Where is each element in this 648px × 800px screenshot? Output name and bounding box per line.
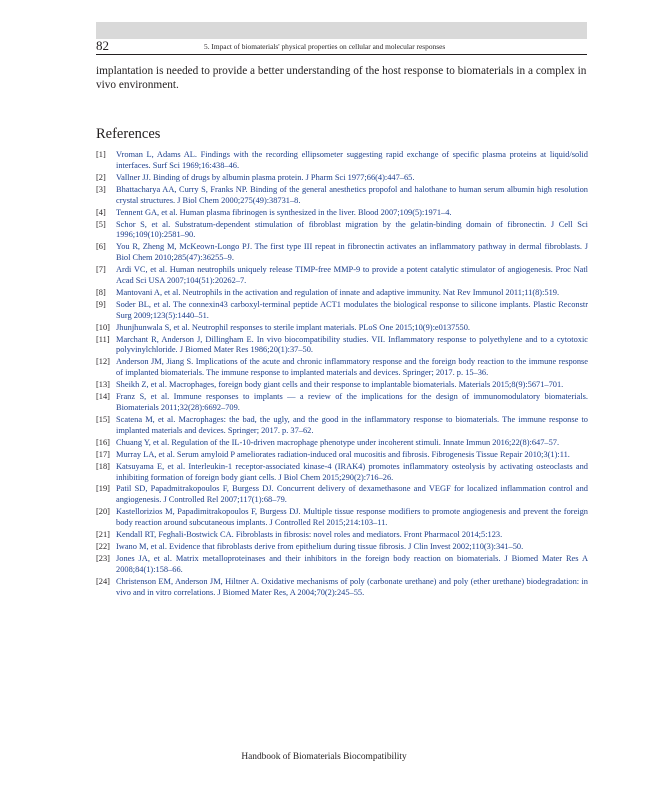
reference-number: [21] <box>96 530 110 540</box>
reference-number: [24] <box>96 576 110 586</box>
reference-link[interactable]: Ardi VC, et al. Human neutrophils uniquely release TIMP-free MMP-9 to provide a potent catalytic stimulator of angiogenesis. Proc Natl Acad Sci USA 2007;104(51):20262–7. <box>116 265 588 285</box>
reference-link[interactable]: Chuang Y, et al. Regulation of the IL-10-driven macrophage phenotype under incoherent stimuli. Innate Immun 2016;22(8):647–57. <box>116 437 560 447</box>
reference-link[interactable]: Vroman L, Adams AL. Findings with the recording ellipsometer suggesting rapid exchange of specific plasma proteins at liquid/solid interfaces. Surf Sci 1969;16:438–46. <box>116 150 588 170</box>
reference-item <box>96 450 588 461</box>
header-rule <box>96 54 587 55</box>
reference-item <box>96 185 588 207</box>
reference-link[interactable]: Kendall RT, Feghali-Bostwick CA. Fibroblasts in fibrosis: novel roles and mediators. Front Pharmacol 2014;5:123. <box>116 530 503 540</box>
reference-list <box>96 150 588 600</box>
reference-link[interactable]: Jhunjhunwala S, et al. Neutrophil responses to sterile implant materials. PLoS One 2015;10(9):e0137550. <box>116 322 471 332</box>
reference-item <box>96 462 588 484</box>
footer-book-title: Handbook of Biomaterials Biocompatibility <box>241 752 407 762</box>
reference-number: [15] <box>96 414 110 424</box>
reference-link[interactable]: Bhattacharya AA, Curry S, Franks NP. Binding of the general anesthetics propofol and halothane to human serum albumin high resolution crystal structures. J Biol Chem 2000;275(49):38731–8. <box>116 184 588 205</box>
reference-number: [23] <box>96 554 110 564</box>
reference-item <box>96 335 588 357</box>
body-paragraph: implantation is needed to provide a better understanding of the host response to biomaterials in a complex in vivo environment. <box>96 65 587 91</box>
reference-link[interactable]: Tennent GA, et al. Human plasma fibrinogen is synthesized in the liver. Blood 2007;109(5):1971–4. <box>116 207 452 217</box>
reference-number: [16] <box>96 437 110 447</box>
reference-number: [1] <box>96 150 106 159</box>
running-head: 5. Impact of biomaterials' physical properties on cellular and molecular responses <box>204 42 446 51</box>
reference-link[interactable]: Christenson EM, Anderson JM, Hiltner A. Oxidative mechanisms of poly (carbonate urethane) and poly (ether urethane) biodegradation: in vivo and in vitro correlations. J Biomed Mater Res, A 2004;70(2):245–55. <box>116 576 588 597</box>
reference-item <box>96 220 588 242</box>
reference-item <box>96 507 588 529</box>
reference-item <box>96 484 588 506</box>
references-heading: References <box>96 126 161 142</box>
reference-link[interactable]: Katsuyama E, et al. Interleukin-1 receptor-associated kinase-4 (IRAK4) promotes inflammatory osteolysis by activating osteoclasts and inhibiting formation of foreign body giant cells. J Biol Chem 2015;290(2):716–26. <box>116 461 588 482</box>
reference-number: [13] <box>96 380 110 390</box>
reference-link[interactable]: Kastellorizios M, Papadimitrakopoulos F, Burgess DJ. Multiple tissue response modifiers to promote angiogenesis and prevent the foreign body reaction around subcutaneous implants. J Controlled Rel 2015;214:103–11. <box>116 507 588 528</box>
header-bar <box>96 22 587 39</box>
reference-number: [20] <box>96 507 110 517</box>
reference-item <box>96 300 588 322</box>
page-number: 82 <box>96 38 109 53</box>
reference-number: [14] <box>96 392 110 402</box>
reference-item <box>96 392 588 414</box>
reference-number: [22] <box>96 542 110 552</box>
reference-link[interactable]: Iwano M, et al. Evidence that fibroblasts derive from epithelium during tissue fibrosis. J Clin Invest 2002;110(3):341–50. <box>116 542 524 552</box>
reference-item <box>96 380 588 391</box>
reference-item <box>96 173 588 184</box>
reference-item <box>96 265 588 287</box>
reference-link[interactable]: Scatena M, et al. Macrophages: the bad, the ugly, and the good in the inflammatory response to biomaterials. The immune response to implanted materials and devices. Springer; 2017. p. 37–62. <box>116 414 588 435</box>
reference-item <box>96 323 588 334</box>
reference-link[interactable]: You R, Zheng M, McKeown-Longo PJ. The first type III repeat in fibronectin activates an inflammatory pathway in dermal fibroblasts. J Biol Chem 2010;285(47):36255–9. <box>116 242 588 263</box>
reference-number: [12] <box>96 357 110 367</box>
reference-item <box>96 288 588 299</box>
reference-link[interactable]: Anderson JM, Jiang S. Implications of the acute and chronic inflammatory response and the foreign body reaction to the immune response of implanted biomaterials. The immune response to implanted materials and devices. Springer; 2017. p. 15–36. <box>116 357 588 378</box>
reference-number: [2] <box>96 172 106 182</box>
reference-number: [3] <box>96 184 106 194</box>
reference-number: [4] <box>96 207 106 217</box>
reference-item <box>96 554 588 576</box>
reference-item <box>96 150 588 172</box>
reference-number: [19] <box>96 484 110 494</box>
reference-link[interactable]: Mantovani A, et al. Neutrophils in the activation and regulation of innate and adaptive immunity. Nat Rev Immunol 2011;11(8):519. <box>116 287 560 297</box>
reference-number: [7] <box>96 265 106 275</box>
reference-number: [17] <box>96 449 110 459</box>
reference-link[interactable]: Murray LA, et al. Serum amyloid P ameliorates radiation-induced oral mucositis and fibrosis. Fibrogenesis Tissue Repair 2010;3(1):11. <box>116 449 570 459</box>
reference-link[interactable]: Sheikh Z, et al. Macrophages, foreign body giant cells and their response to implantable biomaterials. Materials 2015;8(9):5671–701. <box>116 380 564 390</box>
reference-item <box>96 208 588 219</box>
reference-link[interactable]: Patil SD, Papadmitrakopoulos F, Burgess DJ. Concurrent delivery of dexamethasone and VEGF for localized inflammation control and angiogenesis. J Controlled Rel 2007;117(1):68–79. <box>116 484 588 505</box>
reference-item <box>96 415 588 437</box>
reference-item <box>96 577 588 599</box>
reference-number: [11] <box>96 334 110 344</box>
reference-item <box>96 542 588 553</box>
reference-number: [8] <box>96 287 106 297</box>
reference-link[interactable]: Schor S, et al. Substratum-dependent stimulation of fibroblast migration by the gelatin-binding domain of fibronectin. J Cell Sci 1996;109(10):2581–90. <box>116 219 588 240</box>
reference-number: [5] <box>96 219 106 229</box>
reference-link[interactable]: Vallner JJ. Binding of drugs by albumin plasma protein. J Pharm Sci 1977;66(4):447–65. <box>116 172 415 182</box>
reference-link[interactable]: Franz S, et al. Immune responses to implants — a review of the implications for the design of immunomodulatory biomaterials. Biomaterials 2011;32(28):6692–709. <box>116 392 588 412</box>
reference-number: [6] <box>96 242 106 252</box>
reference-number: [18] <box>96 461 110 471</box>
reference-item <box>96 357 588 379</box>
reference-number: [9] <box>96 299 106 309</box>
reference-link[interactable]: Jones JA, et al. Matrix metalloproteinases and their inhibitors in the foreign body reaction on biomaterials. J Biomed Mater Res A 2008;84(1):158–66. <box>116 554 588 574</box>
reference-link[interactable]: Marchant R, Anderson J, Dillingham E. In vivo biocompatibility studies. VII. Inflammatory response to polyethylene and to a cytotoxic polyvinylchloride. J Biomed Mater Res 1986;20(1):37–50. <box>116 334 588 355</box>
reference-item <box>96 438 588 449</box>
reference-item <box>96 242 588 264</box>
reference-number: [10] <box>96 322 110 332</box>
reference-item <box>96 530 588 541</box>
reference-link[interactable]: Soder BL, et al. The connexin43 carboxyl-terminal peptide ACT1 modulates the biological response to silicone implants. Plastic Reconstr Surg 2009;123(5):1440–51. <box>116 299 588 320</box>
